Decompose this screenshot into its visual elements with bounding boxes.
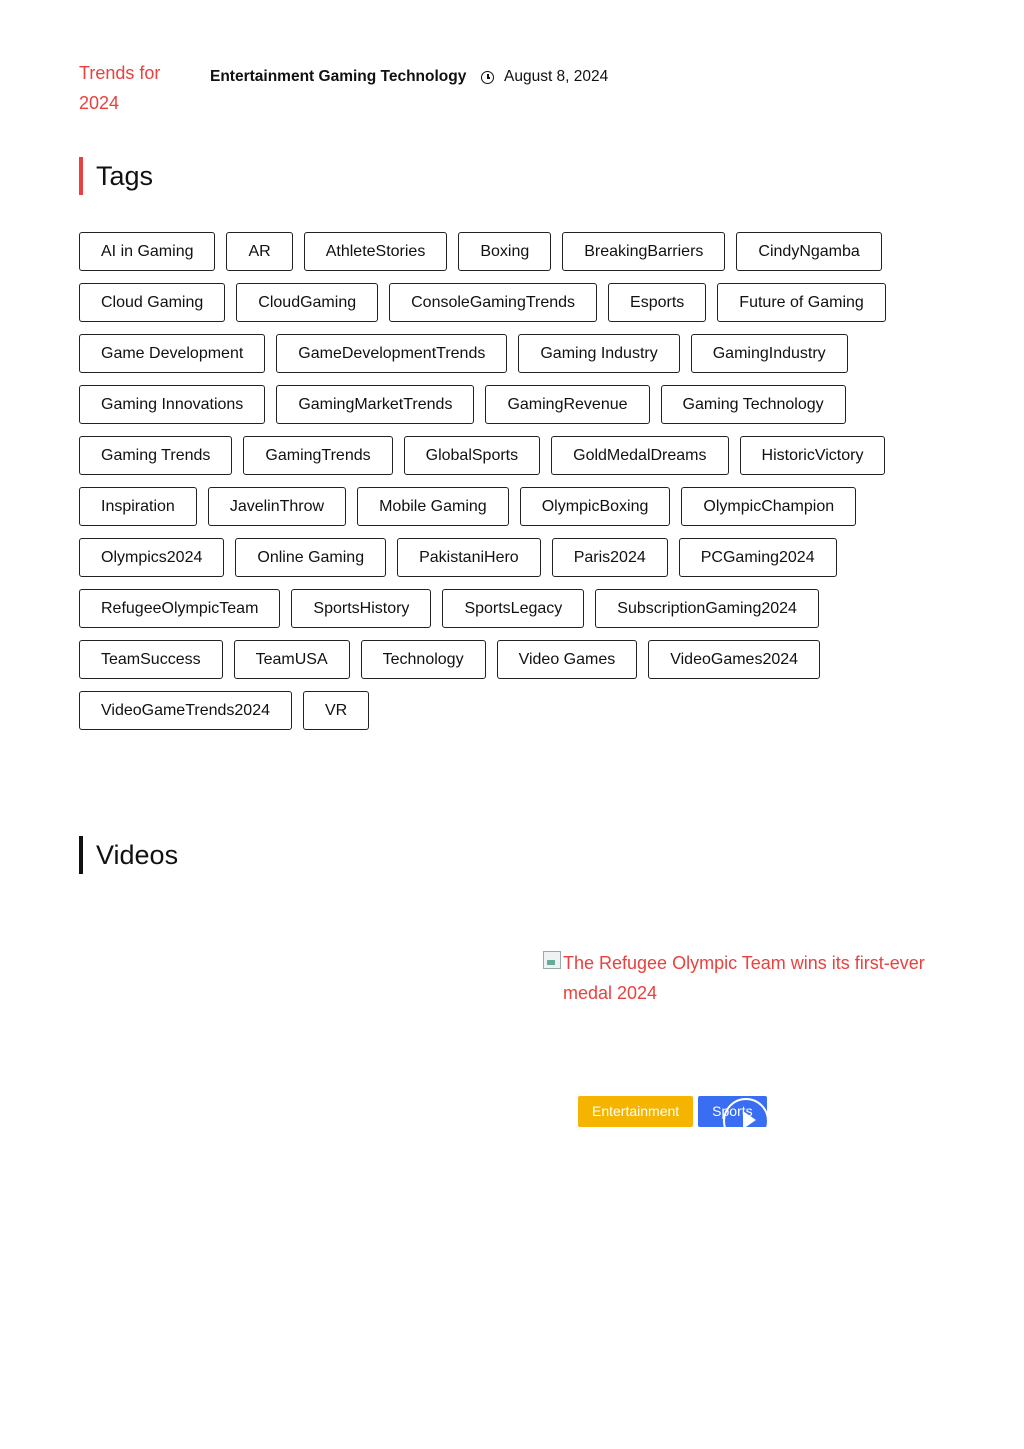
post-date xyxy=(481,64,608,90)
play-icon[interactable] xyxy=(723,1098,769,1127)
tag-link[interactable]: GlobalSports xyxy=(404,436,541,475)
tag-link[interactable]: Gaming Innovations xyxy=(79,385,265,424)
video-card xyxy=(543,948,963,1119)
category-badge-sports-label: Sports xyxy=(712,1103,753,1119)
clock-icon xyxy=(481,71,494,84)
tag-cloud xyxy=(79,232,949,730)
tag-link[interactable]: SubscriptionGaming2024 xyxy=(595,589,819,628)
tag-link[interactable]: Technology xyxy=(361,640,486,679)
tag-link[interactable]: Video Games xyxy=(497,640,638,679)
tag-link[interactable]: OlympicChampion xyxy=(681,487,856,526)
tag-link[interactable]: Online Gaming xyxy=(235,538,386,577)
tag-link[interactable]: PCGaming2024 xyxy=(679,538,837,577)
tags-heading: Tags xyxy=(79,157,153,195)
tag-link[interactable]: Game Development xyxy=(79,334,265,373)
tag-link[interactable]: Mobile Gaming xyxy=(357,487,509,526)
tag-link[interactable]: Olympics2024 xyxy=(79,538,224,577)
tag-link[interactable]: TeamUSA xyxy=(234,640,350,679)
tag-link[interactable]: Cloud Gaming xyxy=(79,283,225,322)
tag-link[interactable]: Gaming Trends xyxy=(79,436,232,475)
tag-link[interactable]: GameDevelopmentTrends xyxy=(276,334,507,373)
tag-link[interactable]: ConsoleGamingTrends xyxy=(389,283,597,322)
play-button-clip xyxy=(698,1096,772,1127)
tag-link[interactable]: CindyNgamba xyxy=(736,232,881,271)
broken-image-icon xyxy=(543,951,561,969)
tag-link[interactable]: TeamSuccess xyxy=(79,640,223,679)
tag-link[interactable]: VR xyxy=(303,691,369,730)
tag-link[interactable]: GamingIndustry xyxy=(691,334,848,373)
tag-link[interactable]: GoldMedalDreams xyxy=(551,436,728,475)
tag-link[interactable]: Paris2024 xyxy=(552,538,668,577)
tag-link[interactable]: AR xyxy=(226,232,292,271)
tag-link[interactable]: Gaming Industry xyxy=(518,334,679,373)
tag-link[interactable]: Boxing xyxy=(458,232,551,271)
video-title-link[interactable] xyxy=(543,948,963,1008)
tag-link[interactable]: GamingMarketTrends xyxy=(276,385,474,424)
category-badge-entertainment[interactable]: Entertainment xyxy=(578,1096,693,1127)
video-title-text: The Refugee Olympic Team wins its first-ever medal 2024 xyxy=(563,953,925,1003)
tag-link[interactable]: Future of Gaming xyxy=(717,283,886,322)
tag-link[interactable]: JavelinThrow xyxy=(208,487,346,526)
tag-link[interactable]: BreakingBarriers xyxy=(562,232,725,271)
tag-link[interactable]: Gaming Technology xyxy=(661,385,846,424)
tag-link[interactable]: HistoricVictory xyxy=(740,436,886,475)
tag-link[interactable]: SportsHistory xyxy=(291,589,431,628)
post-categories[interactable]: Entertainment Gaming Technology xyxy=(210,68,467,85)
tag-link[interactable]: AI in Gaming xyxy=(79,232,215,271)
tag-link[interactable]: CloudGaming xyxy=(236,283,378,322)
post-title-link[interactable]: Trends for 2024 xyxy=(79,63,161,113)
tag-link[interactable]: VideoGames2024 xyxy=(648,640,820,679)
tag-link[interactable]: AthleteStories xyxy=(304,232,448,271)
tag-link[interactable]: GamingTrends xyxy=(243,436,392,475)
post-date-text: August 8, 2024 xyxy=(504,68,609,85)
tag-link[interactable]: VideoGameTrends2024 xyxy=(79,691,292,730)
tag-link[interactable]: OlympicBoxing xyxy=(520,487,671,526)
tag-link[interactable]: SportsLegacy xyxy=(442,589,584,628)
tag-link[interactable]: PakistaniHero xyxy=(397,538,541,577)
videos-heading: Videos xyxy=(79,836,178,874)
tag-link[interactable]: Inspiration xyxy=(79,487,197,526)
category-badge-sports[interactable] xyxy=(698,1096,766,1127)
tag-link[interactable]: RefugeeOlympicTeam xyxy=(79,589,280,628)
tag-link[interactable]: GamingRevenue xyxy=(485,385,649,424)
post-meta-row xyxy=(79,58,979,128)
tag-link[interactable]: Esports xyxy=(608,283,706,322)
video-category-badges xyxy=(578,1096,767,1127)
